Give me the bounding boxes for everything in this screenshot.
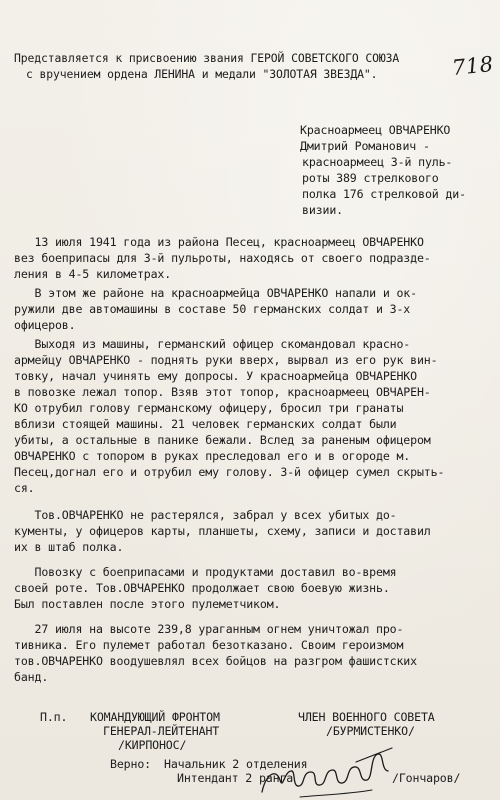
- commander-title: КОМАНДУЮЩИЙ ФРОНТОМ: [90, 710, 220, 724]
- body-line: убиты, а остальные в панике бежали. Вслед за раненым офицером: [14, 433, 431, 447]
- award-header-line-1: Представляется к присвоению звания ГЕРОЙ СОВЕТСКОГО СОЮЗА: [14, 51, 400, 65]
- commander-name: /КИРПОНОС/: [118, 738, 187, 752]
- body-line: Был поставлен после этого пулеметчиком.: [14, 597, 281, 611]
- body-line: товку, начал учинять ему допросы. У красноармейца ОВЧАРЕНКО: [14, 369, 417, 383]
- commander-rank: ГЕНЕРАЛ-ЛЕЙТЕНАНТ: [103, 724, 220, 738]
- body-line: ления в 4-5 километрах.: [14, 267, 172, 281]
- body-line: Выходя из машины, германский офицер скомандовал красно-: [14, 337, 411, 351]
- certification-name: /Гончаров/: [392, 771, 461, 785]
- council-member-title: ЧЛЕН ВОЕННОГО СОВЕТА: [298, 710, 435, 724]
- body-line: в повозке лежал топор. Взяв этот топор, красноармеец ОВЧАРЕН-: [14, 385, 431, 399]
- body-line: вблизи стоящей машины. 21 человек германских солдат были: [14, 417, 397, 431]
- nominee-line-5: полка 176 стрелковой ди-: [302, 187, 466, 201]
- body-line: тов.ОВЧАРЕНКО воодушевлял всех бойцов на разгром фашистских: [14, 654, 417, 668]
- handwritten-number: 718: [450, 51, 495, 81]
- body-line: ся.: [14, 481, 35, 495]
- body-line: ОВЧАРЕНКО с топором в руках преследовал его и в огороде м.: [14, 449, 411, 463]
- body-line: 13 июля 1941 года из района Песец, красноармеец ОВЧАРЕНКО: [14, 235, 424, 249]
- certification-position: Начальник 2 отделения: [164, 757, 308, 771]
- nominee-line-3: красноармеец 3-й пуль-: [302, 155, 453, 169]
- body-line: ружили две автомашины в составе 50 германских солдат и 3-х: [14, 302, 411, 316]
- body-line: их в штаб полка.: [14, 540, 124, 554]
- body-line: офицеров.: [14, 318, 76, 332]
- body-line: Повозку с боеприпасами и продуктами доставил во-время: [14, 565, 397, 579]
- body-line: тивника. Его пулемет работал безотказано. Своим героизмом: [14, 638, 404, 652]
- body-line: своей роте. Тов.ОВЧАРЕНКО продолжает свою боевую жизнь.: [14, 581, 390, 595]
- body-line: Песец,догнал его и отрубил ему голову. 3-й офицер сумел скрыть-: [14, 465, 445, 479]
- body-line: кументы, у офицеров карты, планшеты, схему, записи и доставил: [14, 524, 431, 538]
- nominee-line-4: роты 389 стрелкового: [302, 171, 439, 185]
- council-member-name: /БУРМИСТЕНКО/: [326, 724, 415, 738]
- signature-pp: П.п.: [40, 710, 68, 724]
- body-line: Тов.ОВЧАРЕНКО не растерялся, забрал у всех убитых до-: [14, 508, 397, 522]
- certification-rank: Интендант 2 ранга: [177, 771, 294, 785]
- body-line: вез боеприпасы для 3-й пульроты, находясь от своего подразде-: [14, 251, 431, 265]
- nominee-line-2: Дмитрий Романович -: [300, 139, 430, 153]
- body-line: армейцу ОВЧАРЕНКО - поднять руки вверх, вырвал из его рук вин-: [14, 353, 438, 367]
- award-header-line-2: с вручением ордена ЛЕНИНА и медали "ЗОЛОТАЯ ЗВЕЗДА".: [26, 67, 378, 81]
- certification-label: Верно:: [110, 757, 151, 771]
- nominee-line-6: визии.: [302, 203, 343, 217]
- nominee-line-1: Красноармеец ОВЧАРЕНКО: [300, 123, 451, 137]
- body-line: банд.: [14, 670, 49, 684]
- body-line: 27 июля на высоте 239,8 ураганным огнем уничтожал про-: [14, 622, 404, 636]
- body-line: КО отрубил голову германскому офицеру, бросил три гранаты: [14, 401, 404, 415]
- body-line: В этом же районе на красноармейца ОВЧАРЕНКО напали и ок-: [14, 286, 417, 300]
